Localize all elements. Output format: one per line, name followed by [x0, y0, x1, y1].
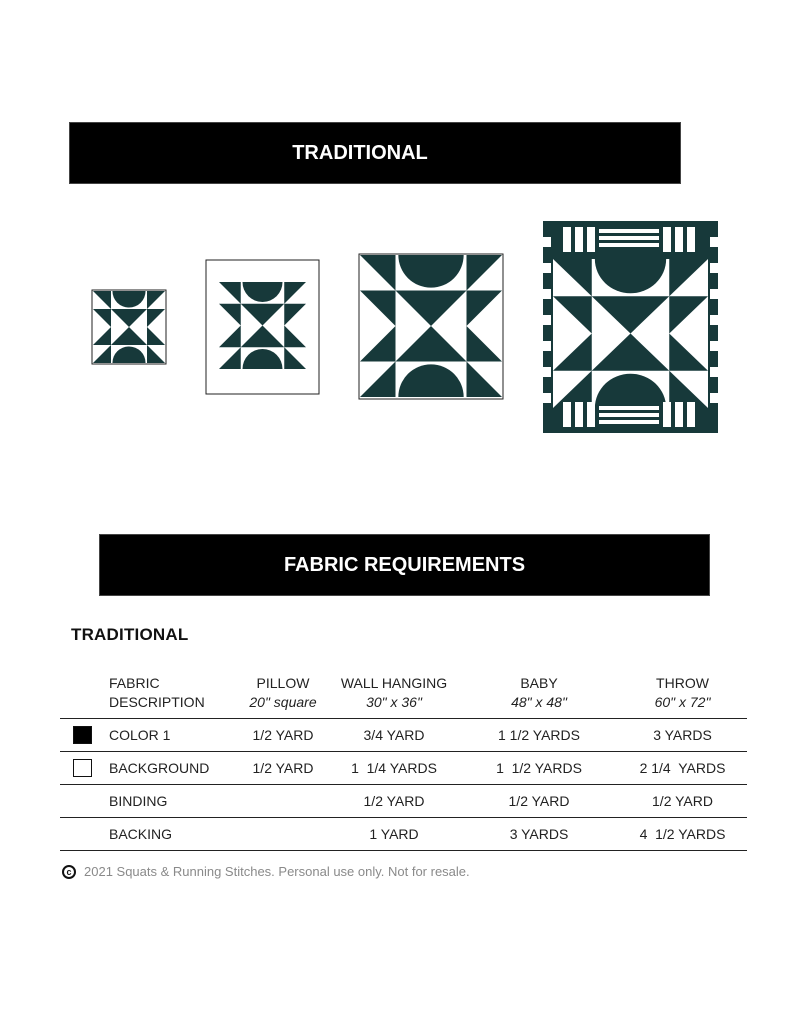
quilt-size-illustrations [0, 215, 794, 445]
copyright-footer [62, 864, 470, 879]
col-header-pillow: PILLOW 20" square [249, 675, 317, 710]
copyright-text: 2021 Squats & Running Stitches. Personal use only. Not for resale. [84, 864, 470, 879]
page-title: TRADITIONAL [292, 141, 428, 164]
col-header-throw: THROW 60" x 72" [654, 675, 711, 710]
fabric-requirements-table [60, 670, 747, 851]
table-header-row [60, 670, 747, 719]
wall-hanging-quilt [206, 260, 319, 394]
table-row: BACKING 1 YARD 3 YARDS 4 1/2 YARDS [60, 818, 747, 851]
throw-quilt [543, 221, 718, 433]
col-header-baby: BABY 48" x 48" [511, 675, 567, 710]
col-header-fabric: FABRIC DESCRIPTION [109, 675, 205, 710]
copyright-icon: c [62, 865, 76, 879]
table-row: BINDING 1/2 YARD 1/2 YARD 1/2 YARD [60, 785, 747, 818]
fabric-requirements-banner [99, 534, 710, 596]
section-title: TRADITIONAL [71, 625, 189, 644]
title-banner [69, 122, 681, 184]
background-swatch [73, 759, 92, 777]
baby-quilt [359, 254, 503, 399]
table-row: COLOR 1 1/2 YARD 3/4 YARD 1 1/2 YARDS 3 YARDS [60, 719, 747, 752]
col-header-wall-hanging: WALL HANGING 30" x 36" [340, 675, 448, 710]
color-1-swatch [73, 726, 92, 744]
fabric-requirements-heading: FABRIC REQUIREMENTS [283, 553, 526, 576]
pillow-quilt [92, 290, 166, 364]
table-row: BACKGROUND 1/2 YARD 1 1/4 YARDS 1 1/2 YARDS 2 1/4 YARDS [60, 752, 747, 785]
